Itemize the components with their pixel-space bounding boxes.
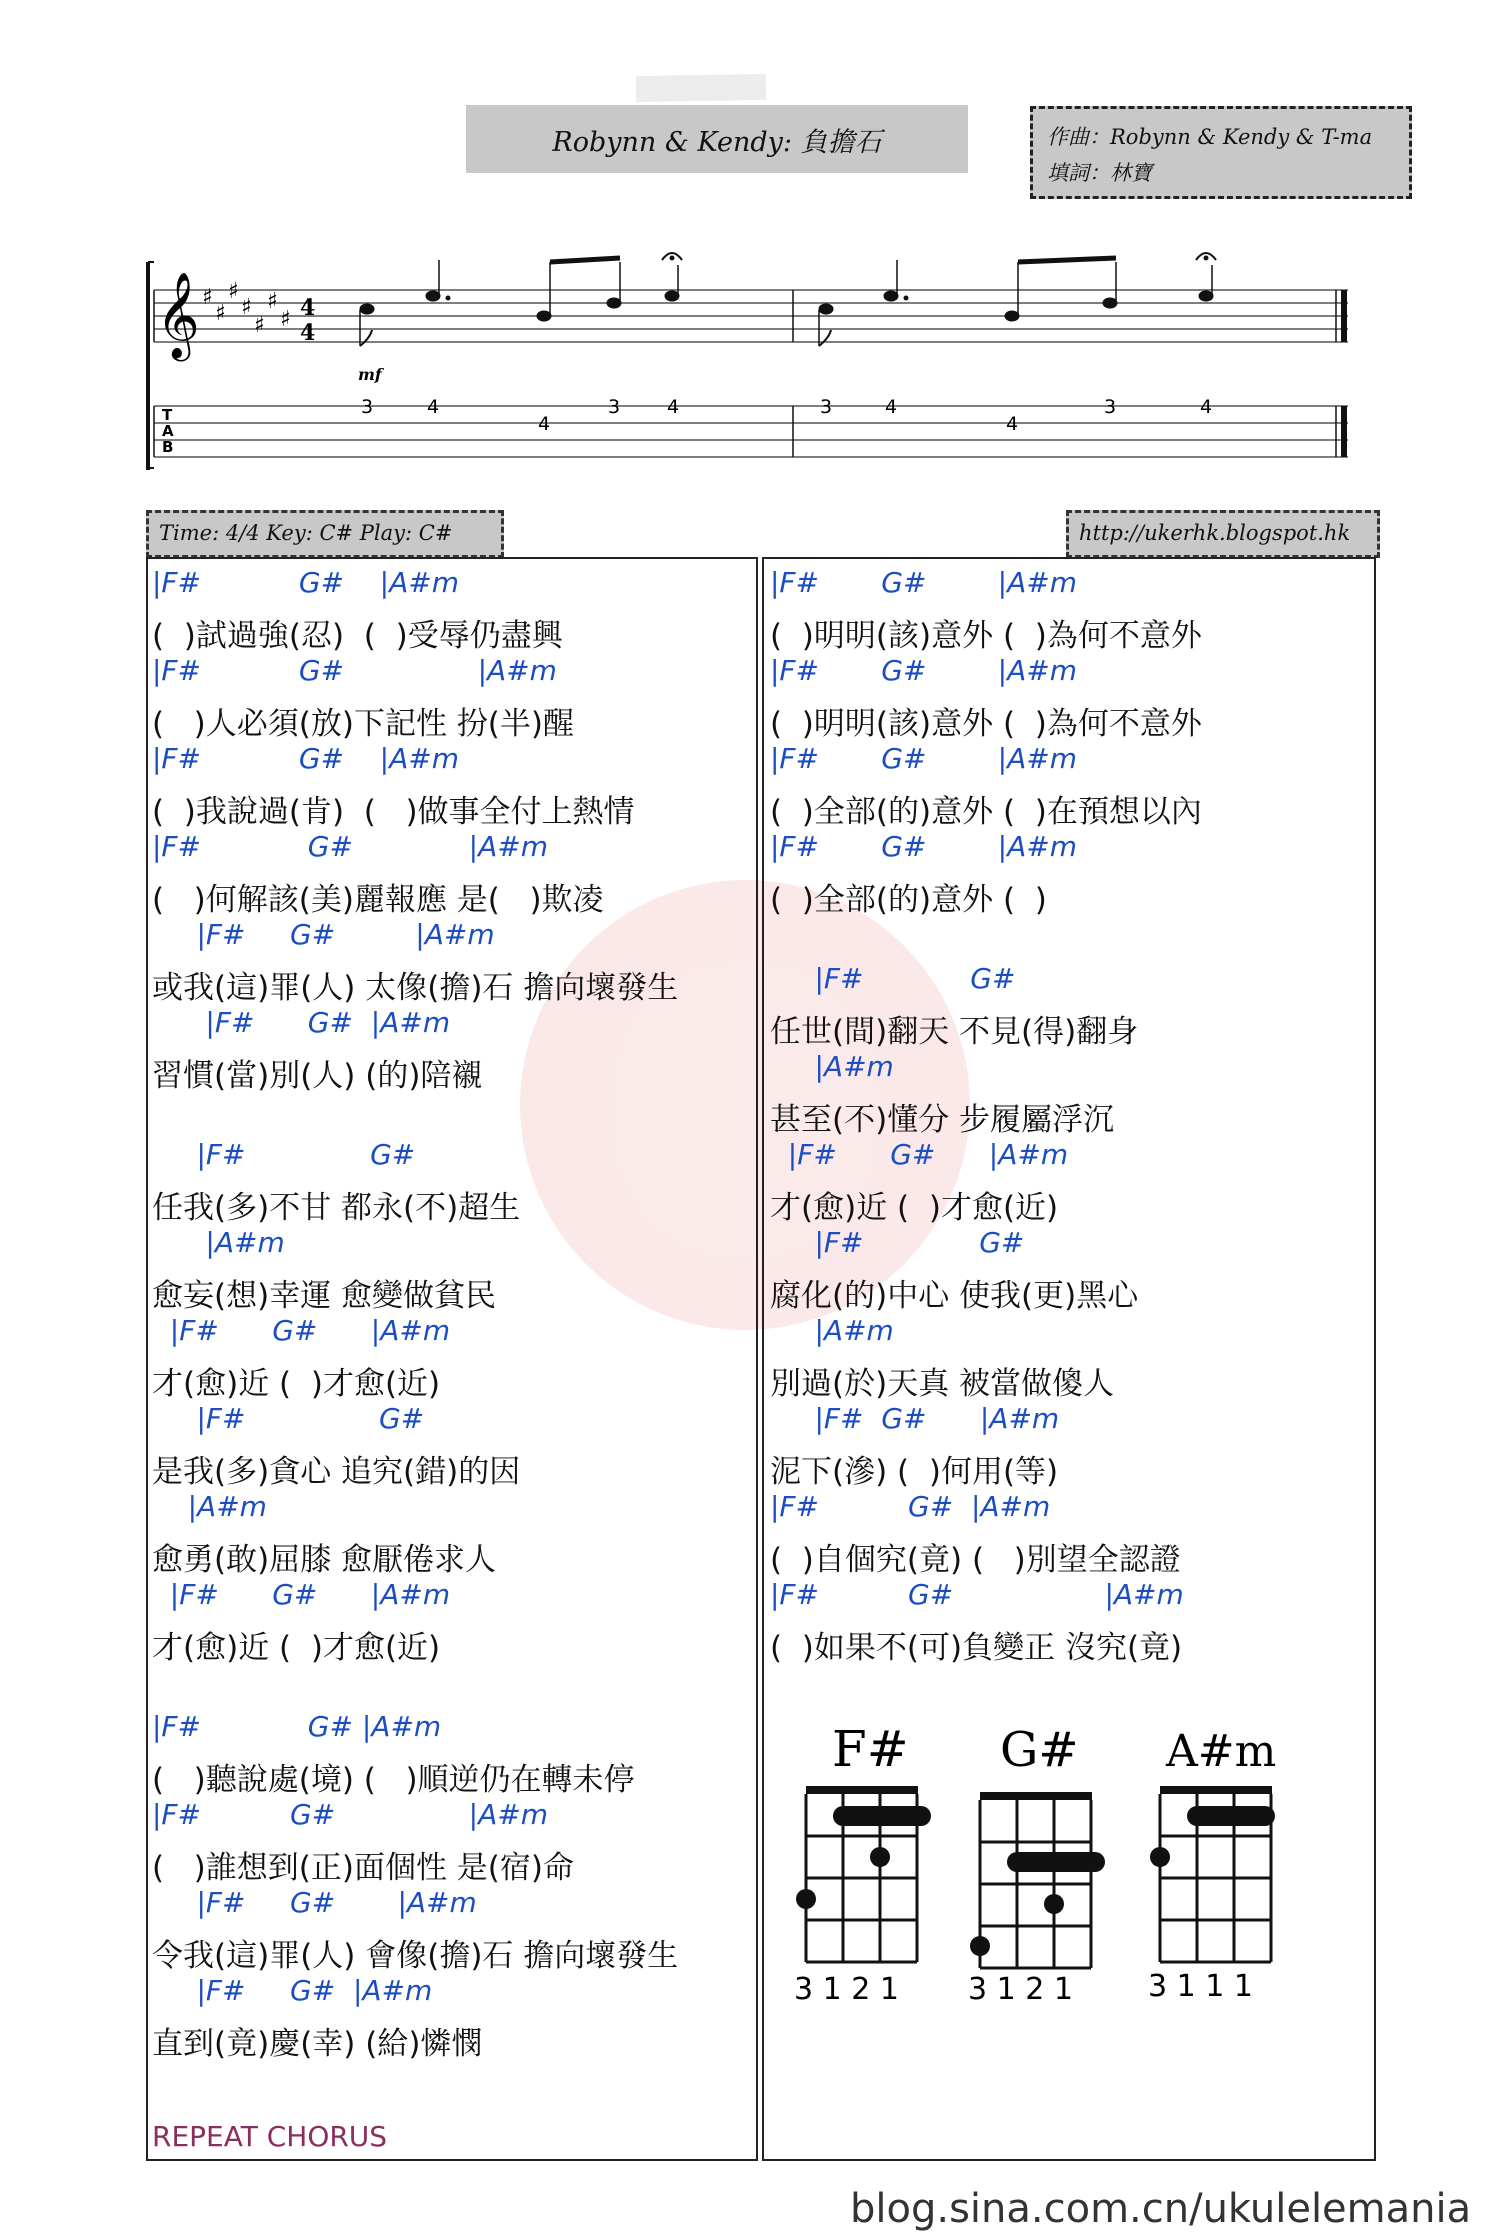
chord-line: |F# G# |A#m <box>770 830 1077 863</box>
tab-number: 4 <box>1006 413 1019 435</box>
chord-diagram-fsharp <box>794 1720 931 2004</box>
lyric-line: ( )我說過(肯) ( )做事全付上熱情 <box>152 794 635 830</box>
chord-line: |F# G# |A#m <box>152 830 548 863</box>
chord-line: |F# G# <box>770 962 1016 995</box>
svg-text:♯: ♯ <box>280 307 291 332</box>
chord-line: |A#m <box>770 1314 894 1347</box>
chord-line: |F# G# |A#m <box>152 1006 451 1039</box>
sheet-music <box>140 240 1370 480</box>
chord-diagram-asharp-minor <box>1148 1726 1276 2004</box>
svg-text:♯: ♯ <box>241 295 252 320</box>
lyric-line: 任我(多)不甘 都永(不)超生 <box>152 1190 521 1226</box>
svg-text:♯: ♯ <box>215 301 226 326</box>
song-meta: Time: 4/4 Key: C# Play: C# <box>146 510 504 558</box>
chord-line: |F# G# |A#m <box>152 1578 451 1611</box>
tab-number: 3 <box>361 396 374 418</box>
lyric-line: 令我(這)罪(人) 會像(擔)石 擔向壞發生 <box>152 1938 679 1974</box>
song-title: Robynn & Kendy: 負擔石 <box>466 105 968 173</box>
lyric-line: 泥下(滲) ( )何用(等) <box>770 1454 1059 1490</box>
lyric-line: ( )全部(的)意外 ( ) <box>770 882 1047 918</box>
lyric-line: 習慣(當)別(人) (的)陪襯 <box>152 1058 483 1094</box>
lyric-line: 直到(竟)慶(幸) (給)憐憫 <box>152 2026 483 2062</box>
lyric-line: ( )如果不(可)負變正 沒究(竟) <box>770 1630 1183 1666</box>
site-url[interactable]: http://ukerhk.blogspot.hk <box>1066 510 1380 558</box>
chord-line: |F# G# <box>152 1402 425 1435</box>
lyric-line: 愈勇(敢)屈膝 愈厭倦求人 <box>152 1542 497 1578</box>
lyric-line: ( )試過強(忍) ( )受辱仍盡興 <box>152 618 563 654</box>
footer-url[interactable]: blog.sina.com.cn/ukulelemania <box>850 2186 1472 2232</box>
tab-number: 4 <box>667 396 680 418</box>
lyric-line: 甚至(不)懂分 步履屬浮沉 <box>770 1102 1115 1138</box>
chord-name: F# <box>832 1720 909 1778</box>
lyric-line: 才(愈)近 ( )才愈(近) <box>152 1630 441 1666</box>
chord-line: |F# G# |A#m <box>770 1490 1051 1523</box>
tab-number: 4 <box>1200 396 1213 418</box>
chord-line: |F# G# |A#m <box>152 918 495 951</box>
chord-fingering: 3 1 2 1 <box>968 1972 1073 2004</box>
lyric-line: ( )全部(的)意外 ( )在預想以內 <box>770 794 1202 830</box>
chord-line: |F# G# <box>770 1226 1025 1259</box>
repeat-chorus-label: REPEAT CHORUS <box>152 2120 388 2153</box>
tab-letter-t: T <box>162 406 173 424</box>
chord-line: |F# G# |A#m <box>152 1886 477 1919</box>
chord-line: |F# G# |A#m <box>770 654 1077 687</box>
lyric-line: 任世(間)翻天 不見(得)翻身 <box>770 1014 1139 1050</box>
composer-credit: 作曲：Robynn & Kendy & T-ma <box>1047 125 1373 149</box>
lyric-line: ( )人必須(放)下記性 扮(半)醒 <box>152 706 574 742</box>
dynamic-marking: mf <box>358 365 382 384</box>
lyric-line: 才(愈)近 ( )才愈(近) <box>770 1190 1059 1226</box>
tab-number: 4 <box>885 396 898 418</box>
tab-numbers <box>361 396 1212 435</box>
chord-diagrams <box>776 1714 1276 2004</box>
lyric-line: 才(愈)近 ( )才愈(近) <box>152 1366 441 1402</box>
credits-box <box>1030 106 1412 199</box>
chord-line: |F# G# |A#m <box>152 654 557 687</box>
lyric-line: 別過(於)天真 被當做傻人 <box>770 1366 1115 1402</box>
title-tape <box>636 74 766 102</box>
svg-text:♯: ♯ <box>202 285 213 310</box>
lyricist-credit: 填詞：林寶 <box>1047 161 1152 185</box>
lyric-line: ( )明明(該)意外 ( )為何不意外 <box>770 618 1202 654</box>
tab-number: 3 <box>1104 396 1117 418</box>
lyric-line: 腐化(的)中心 使我(更)黑心 <box>770 1278 1139 1314</box>
tab-number: 4 <box>538 413 551 435</box>
lyric-line: ( )明明(該)意外 ( )為何不意外 <box>770 706 1202 742</box>
chord-line: |F# G# |A#m <box>152 1314 451 1347</box>
chord-line: |A#m <box>152 1490 267 1523</box>
left-lyrics <box>152 566 752 2126</box>
lyric-line: ( )誰想到(正)面個性 是(宿)命 <box>152 1850 574 1886</box>
lyric-line: 愈妄(想)幸運 愈變做貧民 <box>152 1278 497 1314</box>
time-signature-bottom: 4 <box>300 320 316 346</box>
svg-text:♯: ♯ <box>267 289 278 314</box>
lyric-line: ( )自個究(竟) ( )別望全認證 <box>770 1542 1181 1578</box>
lyric-line: 或我(這)罪(人) 太像(擔)石 擔向壞發生 <box>152 970 679 1006</box>
chord-line: |F# G# <box>152 1138 416 1171</box>
chord-line: |F# G# |A#m <box>770 566 1077 599</box>
chord-line: |F# G# |A#m <box>152 1974 433 2007</box>
time-signature-top: 4 <box>300 295 316 321</box>
right-lyrics <box>770 566 1370 1676</box>
tab-number: 4 <box>427 396 440 418</box>
chord-line: |F# G# |A#m <box>152 1710 442 1743</box>
chord-fingering: 3 1 1 1 <box>1148 1969 1253 2004</box>
treble-clef-icon: 𝄞 <box>156 272 200 358</box>
tab-lines <box>154 406 1348 457</box>
chord-line: |F# G# |A#m <box>770 1138 1069 1171</box>
chord-line: |F# G# |A#m <box>152 742 459 775</box>
tab-letter-b: B <box>162 438 174 456</box>
staff-lines <box>154 290 1348 342</box>
notes <box>360 253 1216 346</box>
chord-line: |A#m <box>152 1226 285 1259</box>
chord-diagram-gsharp <box>968 1722 1105 2004</box>
chord-line: |F# G# |A#m <box>152 1798 548 1831</box>
lyric-line: ( )聽說處(境) ( )順逆仍在轉未停 <box>152 1762 635 1798</box>
lyric-line: ( )何解該(美)麗報應 是( )欺凌 <box>152 882 604 918</box>
chord-line: |F# G# |A#m <box>152 566 459 599</box>
chord-line: |F# G# |A#m <box>770 1578 1184 1611</box>
lyric-line: 是我(多)貪心 追究(錯)的因 <box>152 1454 521 1490</box>
chord-line: |F# G# |A#m <box>770 742 1077 775</box>
chord-name: G# <box>1000 1722 1079 1778</box>
tab-letter-a: A <box>162 422 174 440</box>
chord-line: |F# G# |A#m <box>770 1402 1060 1435</box>
tab-number: 3 <box>820 396 833 418</box>
svg-text:♯: ♯ <box>254 313 265 338</box>
svg-text:♯: ♯ <box>228 279 239 304</box>
chord-name: A#m <box>1166 1726 1276 1777</box>
tab-number: 3 <box>608 396 621 418</box>
chord-line: |A#m <box>770 1050 894 1083</box>
chord-fingering: 3 1 2 1 <box>794 1972 899 2004</box>
